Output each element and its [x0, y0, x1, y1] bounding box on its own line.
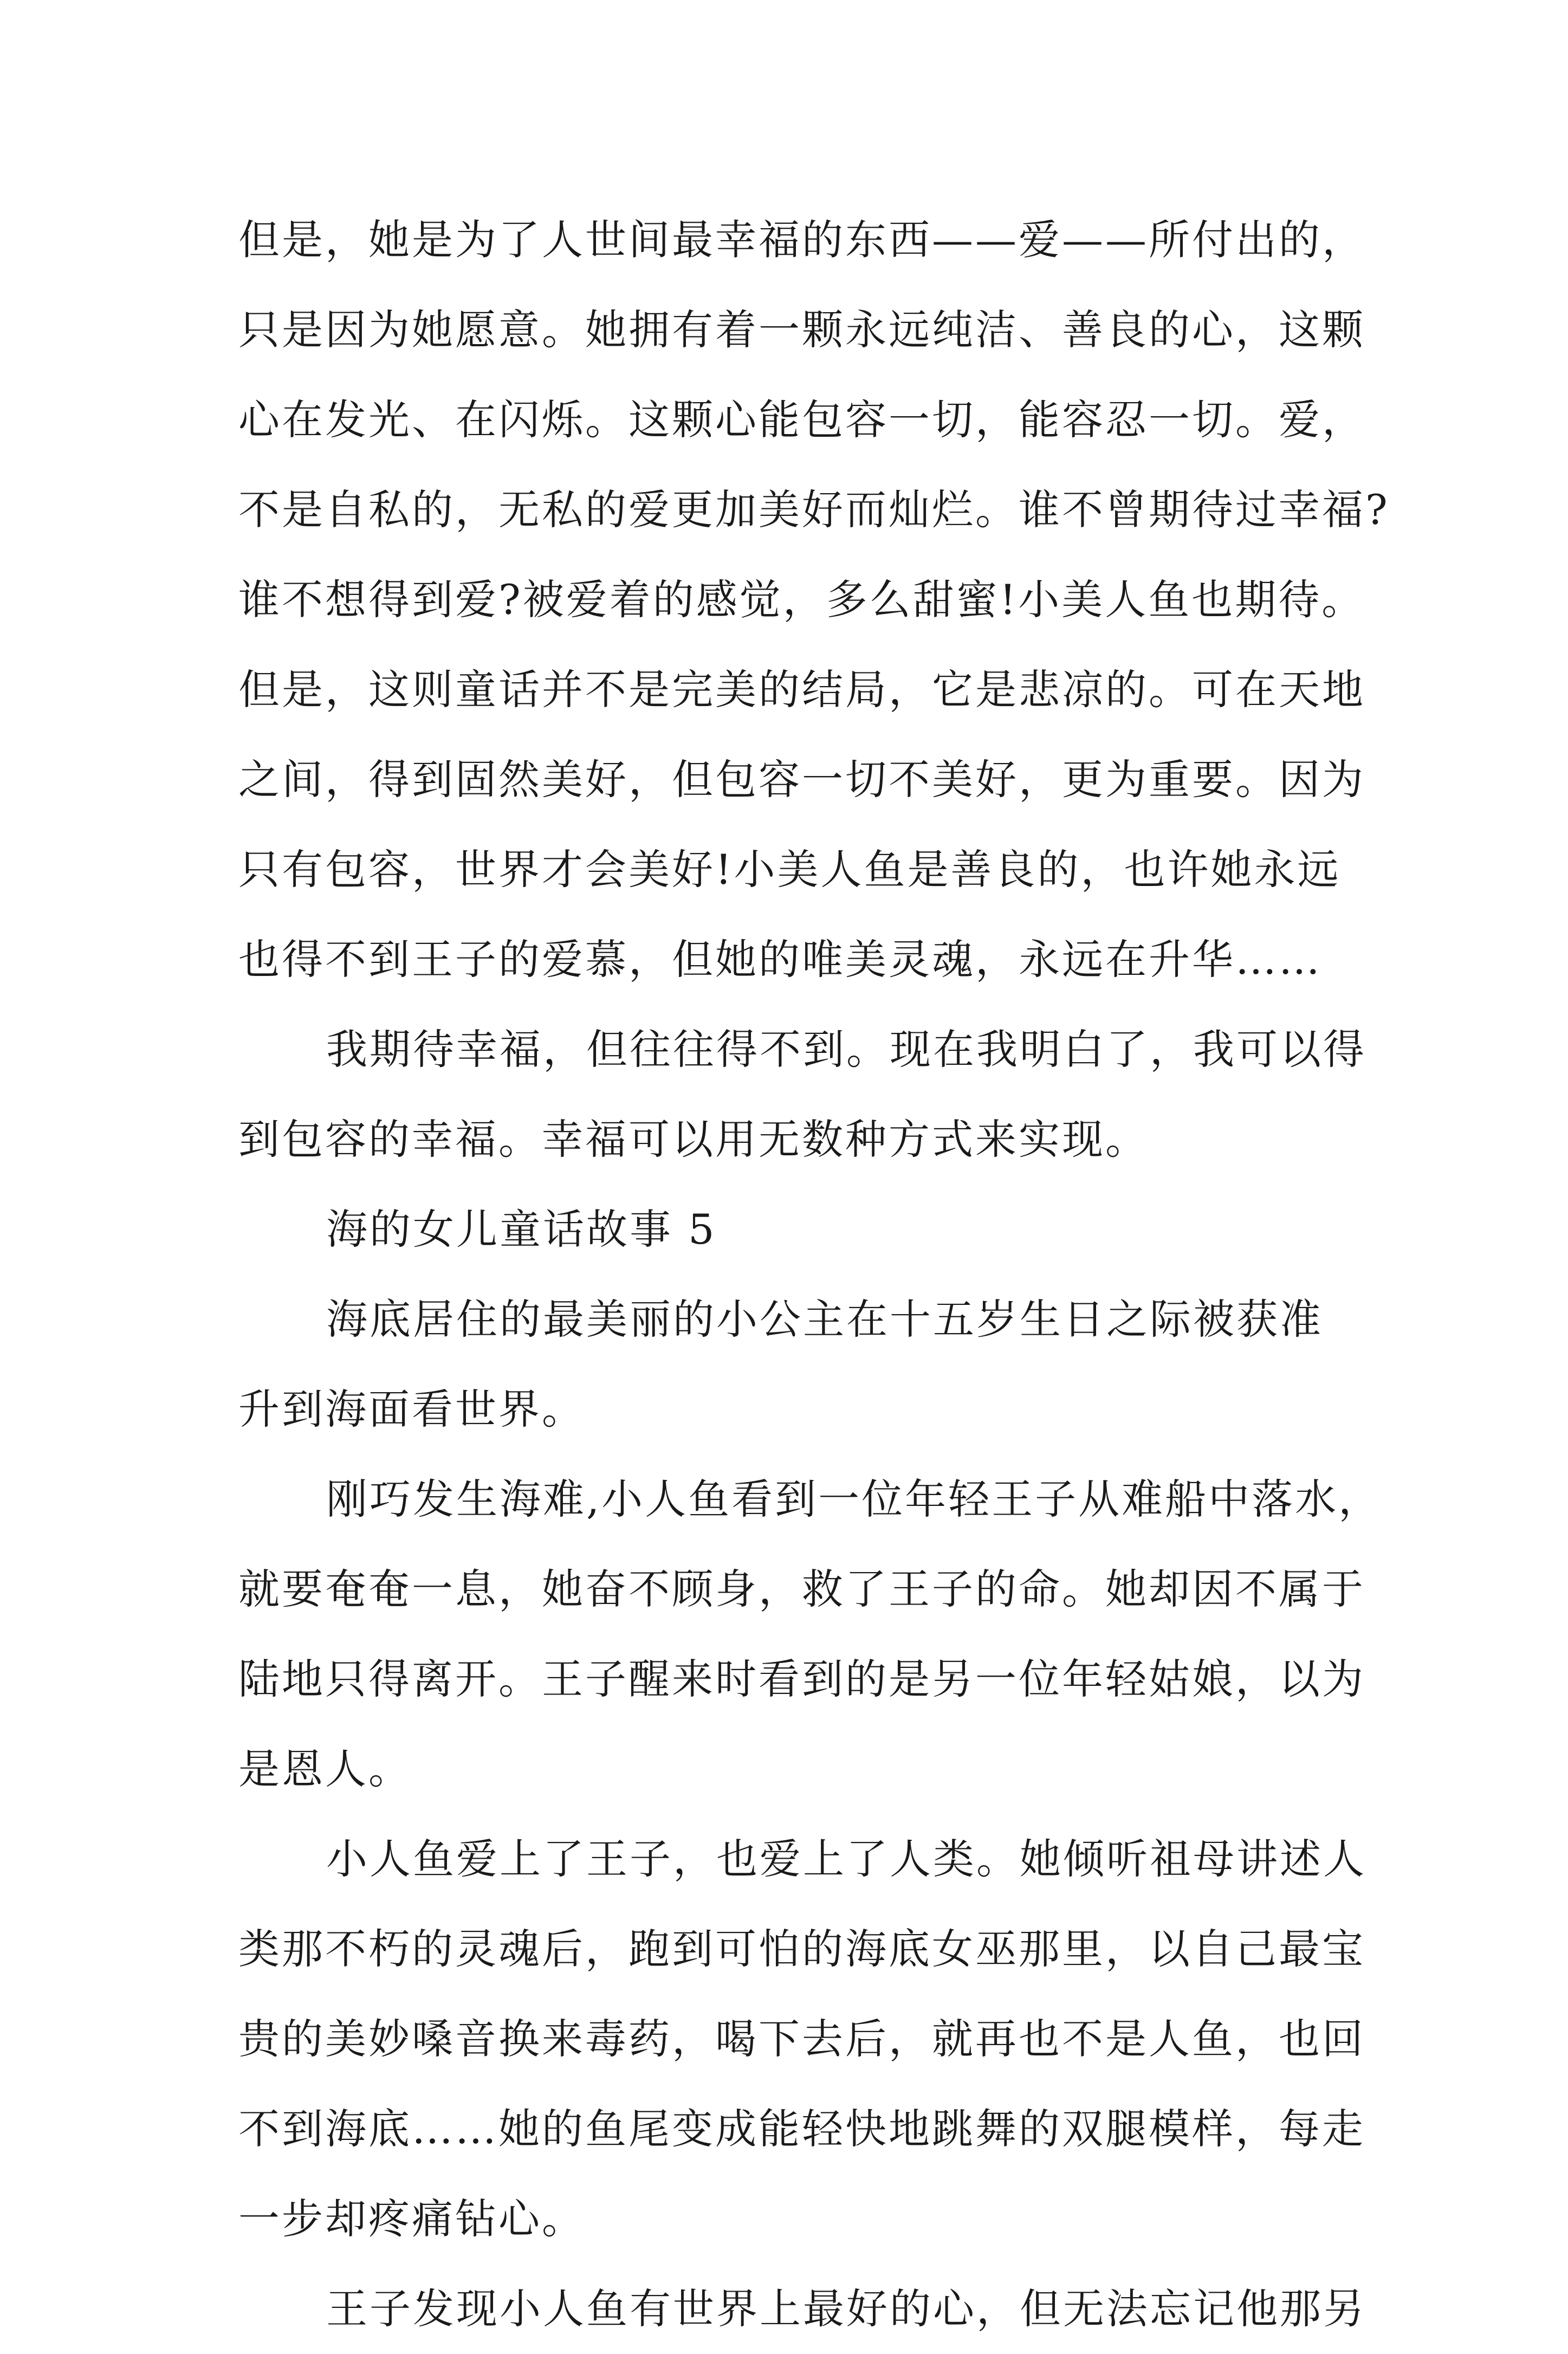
text-line: 一步却疼痛钻心。 — [238, 2195, 585, 2243]
text-line: 之间，得到固然美好，但包容一切不美好，更为重要。因为 — [238, 755, 1365, 804]
text-line: 也得不到王子的爱慕，但她的唯美灵魂，永远在升华…… — [238, 935, 1322, 984]
text-line: 但是，她是为了人世间最幸福的东西——爱——所付出的， — [238, 216, 1365, 264]
paragraph — [238, 1005, 1366, 1185]
text-line: 到包容的幸福。幸福可以用无数种方式来实现。 — [238, 1115, 1149, 1163]
text-line: 是恩人。 — [238, 1745, 412, 1793]
paragraph — [238, 1454, 1382, 1814]
text-line: 贵的美妙嗓音换来毒药，喝下去后，就再也不是人鱼，也回 — [238, 2015, 1365, 2063]
body-text — [238, 195, 1390, 2354]
text-line: 陆地只得离开。王子醒来时看到的是另一位年轻姑娘，以为 — [238, 1655, 1365, 1703]
text-line: 不是自私的，无私的爱更加美好而灿烂。谁不曾期待过幸福? — [238, 486, 1390, 534]
text-line: 我期待幸福，但往往得不到。现在我明白了，我可以得 — [326, 1025, 1366, 1073]
paragraph — [238, 1814, 1366, 2264]
text-line: 只有包容，世界才会美好!小美人鱼是善良的，也许她永远 — [238, 845, 1341, 894]
paragraph — [238, 1275, 1344, 1454]
text-line: 升到海面看世界。 — [238, 1385, 585, 1433]
text-line: 小人鱼爱上了王子，也爱上了人类。她倾听祖母讲述人 — [326, 1835, 1366, 1883]
section-heading — [238, 1185, 1344, 1275]
text-line: 就要奄奄一息，她奋不顾身，救了王子的命。她却因不属于 — [238, 1565, 1365, 1613]
text-line: 刚巧发生海难,小人鱼看到一位年轻王子从难船中落水， — [326, 1475, 1382, 1523]
text-line: 心在发光、在闪烁。这颗心能包容一切，能容忍一切。爱， — [238, 396, 1365, 444]
text-line: 谁不想得到爱?被爱着的感觉，多么甜蜜!小美人鱼也期待。 — [238, 575, 1365, 624]
text-line: 但是，这则童话并不是完美的结局，它是悲凉的。可在天地 — [238, 665, 1365, 714]
paragraph — [238, 195, 1390, 1005]
text-line: 不到海底……她的鱼尾变成能轻快地跳舞的双腿模样，每走 — [238, 2105, 1365, 2153]
text-line: 海底居住的最美丽的小公主在十五岁生日之际被获准 — [326, 1295, 1323, 1343]
text-line: 只是因为她愿意。她拥有着一颗永远纯洁、善良的心，这颗 — [238, 306, 1365, 354]
text-line: 海的女儿童话故事 5 — [326, 1205, 717, 1253]
text-line: 王子发现小人鱼有世界上最好的心，但无法忘记他那另 — [326, 2285, 1366, 2333]
paragraph — [238, 2264, 1366, 2354]
text-line: 类那不朽的灵魂后，跑到可怕的海底女巫那里，以自己最宝 — [238, 1925, 1365, 1973]
